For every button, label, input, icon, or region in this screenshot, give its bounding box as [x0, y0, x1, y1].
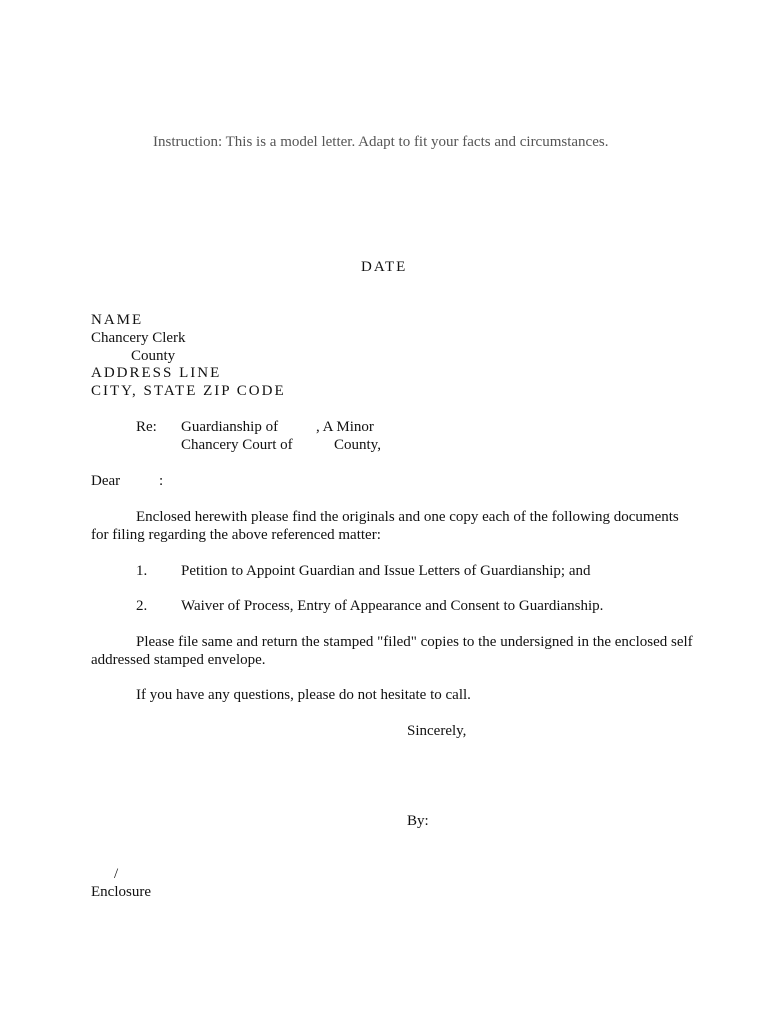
signature-by: By:	[407, 813, 429, 829]
recipient-name: NAME	[91, 312, 144, 328]
re-county: County,	[334, 437, 381, 453]
body-paragraph-2-line-2: addressed stamped envelope.	[91, 652, 266, 668]
list-item-text: Waiver of Process, Entry of Appearance and Consent to Guardianship.	[181, 598, 604, 614]
re-court: Chancery Court of	[181, 437, 293, 453]
re-label: Re:	[136, 419, 157, 435]
recipient-title: Chancery Clerk	[91, 330, 186, 346]
date-placeholder: DATE	[361, 259, 408, 275]
initials-slash: /	[114, 866, 119, 882]
closing-sincerely: Sincerely,	[407, 723, 467, 739]
recipient-address-line: ADDRESS LINE	[91, 365, 222, 381]
recipient-city-line: CITY, STATE ZIP CODE	[91, 383, 286, 399]
list-item-number: 2.	[136, 598, 148, 614]
re-minor: , A Minor	[316, 419, 374, 435]
recipient-county: County	[131, 348, 176, 364]
body-paragraph-3: If you have any questions, please do not hesitate to call.	[136, 687, 471, 703]
re-guardianship: Guardianship of	[181, 419, 279, 435]
body-paragraph-1-line-1: Enclosed herewith please find the originals and one copy each of the following documents	[136, 509, 679, 525]
list-item-number: 1.	[136, 563, 148, 579]
enclosure-note: Enclosure	[91, 884, 151, 900]
body-paragraph-1-line-2: for filing regarding the above referenced matter:	[91, 527, 381, 543]
list-item-text: Petition to Appoint Guardian and Issue Letters of Guardianship; and	[181, 563, 591, 579]
body-paragraph-2-line-1: Please file same and return the stamped "filed" copies to the undersigned in the enclosed self	[136, 634, 693, 650]
salutation-colon: :	[159, 473, 164, 489]
salutation-dear: Dear	[91, 473, 121, 489]
instruction-note: Instruction: This is a model letter. Adapt to fit your facts and circumstances.	[153, 134, 609, 150]
